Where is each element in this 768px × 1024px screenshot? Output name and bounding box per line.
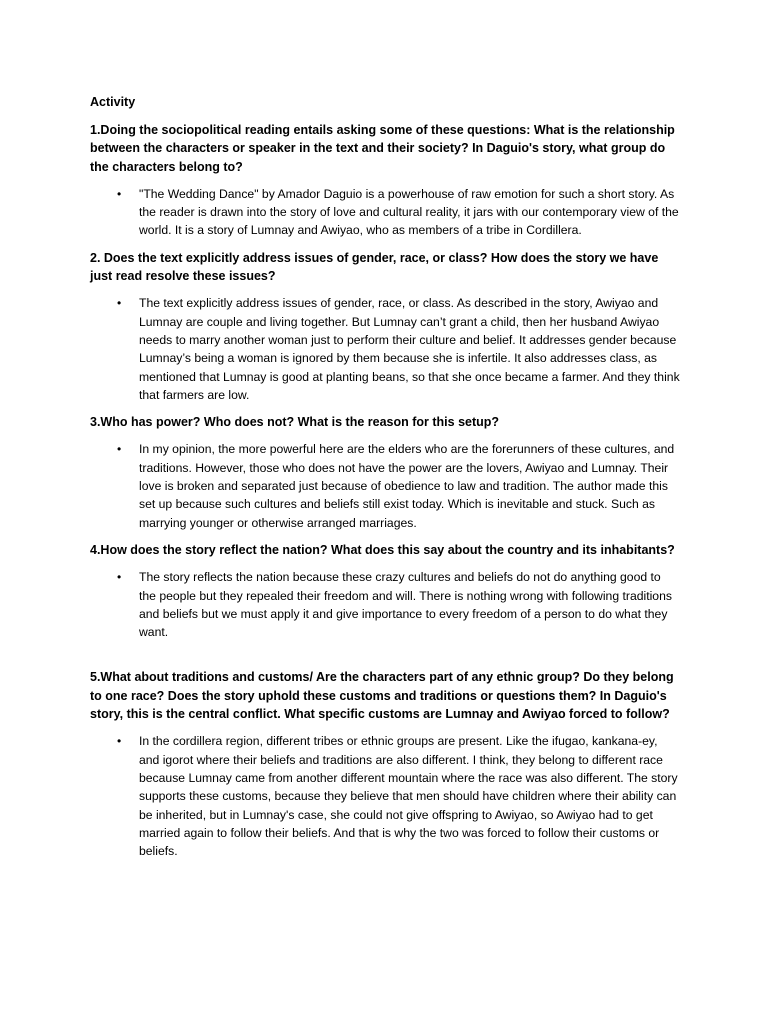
answer-5 <box>90 732 680 860</box>
answer-4-text: The story reflects the nation because these crazy cultures and beliefs do not do anything good to the people but they repealed their freedom and will. There is nothing wrong with following traditions and beliefs but we must apply it and give importance to every freedom of a person to do what they want. <box>139 570 672 640</box>
answer-1 <box>90 185 680 240</box>
bullet-icon: • <box>117 442 122 457</box>
answer-3 <box>90 440 680 531</box>
bullet-icon: • <box>117 570 122 585</box>
document-title: Activity <box>90 95 136 109</box>
document-body <box>90 93 680 869</box>
bullet-icon: • <box>117 296 122 311</box>
question-2: 2. Does the text explicitly address issues of gender, race, or class? How does the story we have just read resolve these issues? <box>90 250 659 284</box>
answer-5-text: In the cordillera region, different tribes or ethnic groups are present. Like the ifugao, kankana-ey, and igorot where their beliefs and traditions are also different. I think, they belong to different race because Lumnay came from another different mountain where the race was also different. The story supports these customs, because they believe that men should have children where their ability can be inherited, but in Lumnay's case, she could not give offspring to Awiyao, so Awiyao had to get married again to follow their beliefs. And that is why the two was forced to follow their customs or beliefs. <box>139 734 678 859</box>
question-4: 4.How does the story reflect the nation? What does this say about the country and its inhabitants? <box>90 542 675 557</box>
answer-1-text: "The Wedding Dance" by Amador Daguio is a powerhouse of raw emotion for such a short story. As the reader is drawn into the story of love and cultural reality, it jars with our contemporary view of the world. It is a story of Lumnay and Awiyao, who as members of a tribe in Cordillera. <box>139 186 679 238</box>
answer-2-text: The text explicitly address issues of gender, race, or class. As described in the story, Awiyao and Lumnay are couple and living together. But Lumnay can’t grant a child, then her husband Awiyao needs to marry another woman just to perform their culture and belief. It addresses gender because Lumnay’s being a woman is ignored by them because she is infertile. It also addresses class, as mentioned that Lumnay is good at planting beans, so that she once became a farmer. And they think that farmers are low. <box>139 296 680 402</box>
answer-3-text: In my opinion, the more powerful here are the elders who are the forerunners of these cultures, and traditions. However, those who does not have the power are the lovers, Awiyao and Lumnay. Their love is broken and separated just because of obedience to law and tradition. The author made this set up because such cultures and beliefs still exist today. Which is inevitable and stuck. Such as marrying younger or otherwise arranged marriages. <box>139 442 675 530</box>
question-5: 5.What about traditions and customs/ Are the characters part of any ethnic group? Do they belong to one race? Does the story uphold these customs and traditions or questions them? In Daguio's story, this is the central conflict. What specific customs are Lumnay and Awiyao forced to follow? <box>90 670 674 722</box>
question-3: 3.Who has power? Who does not? What is the reason for this setup? <box>90 415 500 430</box>
answer-2 <box>90 294 680 404</box>
answer-4 <box>90 568 680 641</box>
bullet-icon: • <box>117 734 122 749</box>
bullet-icon: • <box>117 186 122 201</box>
question-1: 1.Doing the sociopolitical reading entails asking some of these questions: What is the relationship between the characters or speaker in the text and their society? In Daguio's story, what group do the characters belong to? <box>90 123 675 174</box>
